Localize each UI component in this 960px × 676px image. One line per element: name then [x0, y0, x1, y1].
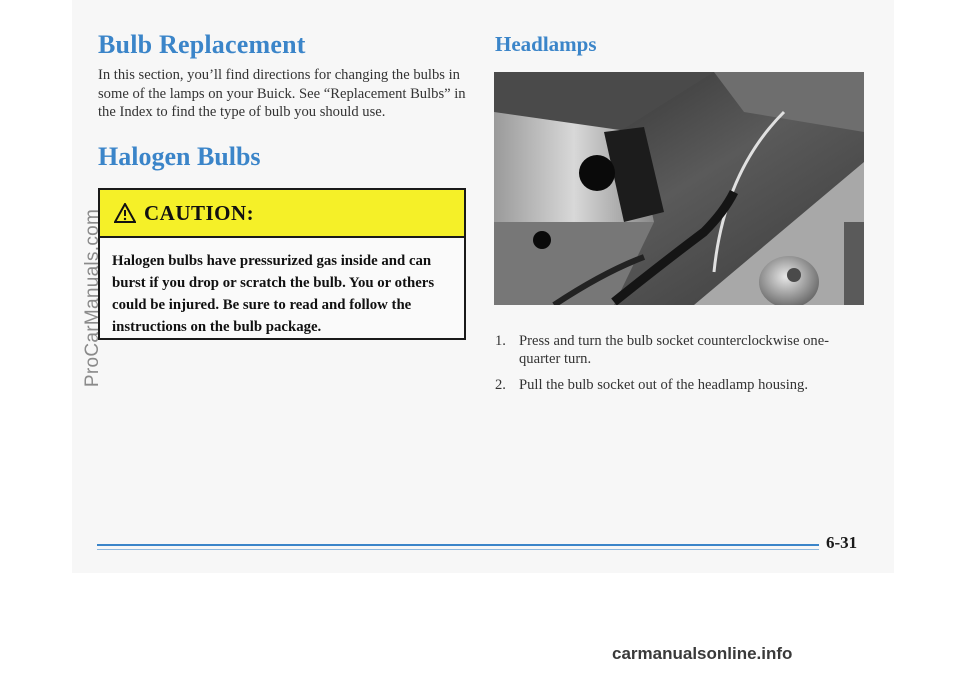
page-number: 6-31: [826, 533, 858, 552]
step-text: Press and turn the bulb socket counterclockwise one-quarter turn.: [519, 333, 830, 367]
watermark: [81, 210, 105, 386]
instruction-steps: [495, 332, 865, 402]
footer-rule-thin: [97, 549, 819, 550]
warning-triangle-icon: [114, 203, 136, 223]
step-number: 1.: [495, 333, 506, 349]
step-number: 2.: [495, 377, 506, 393]
subsection-title: Halogen Bulbs: [98, 142, 261, 171]
watermark-text: ProCarManuals.com: [82, 208, 103, 388]
caution-box: [98, 188, 466, 340]
footer-rule: [97, 544, 819, 546]
caution-text: Halogen bulbs have pressurized gas inside and can burst if you drop or scratch the bulb. You or others could be injured. Be sure to read and follow the instructions on the bulb package.: [112, 253, 435, 335]
caution-header: [100, 190, 464, 238]
intro-paragraph: In this section, you’ll find directions for changing the bulbs in some of the lamps on your Buick. See “Replacement Bulbs” in the Index to find the type of bulb you should use.: [98, 67, 466, 120]
step-item: [495, 332, 865, 368]
section-title: Bulb Replacement: [98, 30, 306, 59]
step-item: [495, 376, 865, 394]
step-text: Pull the bulb socket out of the headlamp housing.: [519, 377, 808, 393]
caution-title: CAUTION:: [144, 200, 255, 225]
headlamps-title: Headlamps: [495, 32, 597, 56]
headlamp-photo: [494, 72, 864, 305]
site-watermark: carmanualsonline.info: [612, 644, 793, 663]
